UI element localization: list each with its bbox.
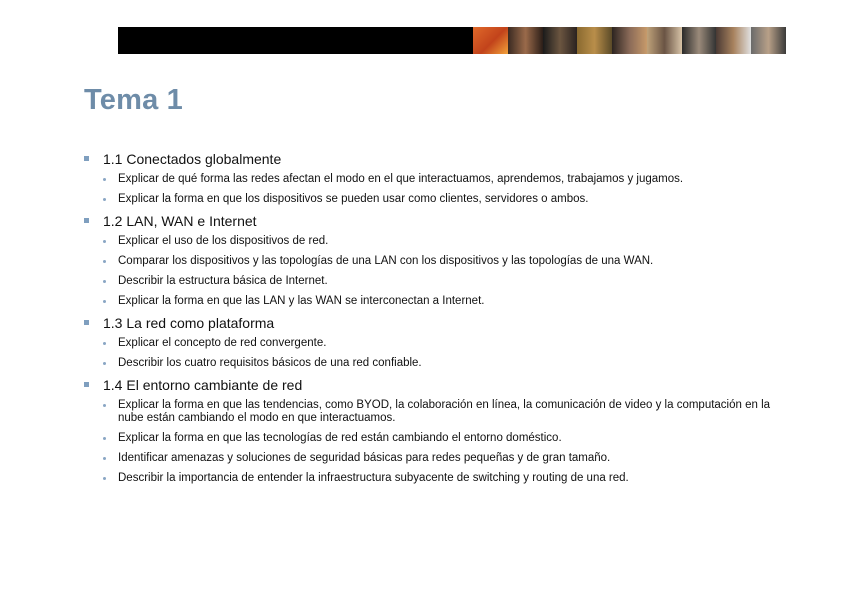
section-items — [84, 399, 784, 485]
banner-photo — [716, 27, 751, 54]
section-items — [84, 173, 784, 206]
banner-photo — [647, 27, 682, 54]
outline-section — [84, 377, 784, 485]
photo-strip-image — [473, 27, 786, 54]
dot-bullet-icon — [103, 198, 106, 201]
list-item: Describir la importancia de entender la infraestructura subyacente de switching y routing de una red. — [103, 472, 784, 485]
dot-bullet-icon — [103, 300, 106, 303]
square-bullet-icon — [84, 320, 89, 325]
dot-bullet-icon — [103, 178, 106, 181]
dot-bullet-icon — [103, 362, 106, 365]
dot-bullet-icon — [103, 342, 106, 345]
list-item: Explicar la forma en que las tecnologías de red están cambiando el entorno doméstico. — [103, 432, 784, 445]
square-bullet-icon — [84, 218, 89, 223]
list-item: Explicar de qué forma las redes afectan el modo en el que interactuamos, aprendemos, trabajamos y jugamos. — [103, 173, 784, 186]
banner-photo — [682, 27, 717, 54]
outline-section — [84, 213, 784, 308]
topic-outline — [84, 151, 784, 492]
dot-bullet-icon — [103, 280, 106, 283]
banner-photo — [473, 27, 508, 54]
list-item: Explicar la forma en que las LAN y las WAN se interconectan a Internet. — [103, 295, 784, 308]
list-item: Describir los cuatro requisitos básicos de una red confiable. — [103, 357, 784, 370]
outline-section — [84, 151, 784, 206]
list-item: Explicar el uso de los dispositivos de red. — [103, 235, 784, 248]
section-heading: 1.1 Conectados globalmente — [103, 151, 282, 167]
list-item: Identificar amenazas y soluciones de seguridad básicas para redes pequeñas y de gran tamaño. — [103, 452, 784, 465]
list-item: Comparar los dispositivos y las topologías de una LAN con los dispositivos y las topologías de una WAN. — [103, 255, 784, 268]
square-bullet-icon — [84, 156, 89, 161]
banner-photo — [751, 27, 786, 54]
section-heading: 1.3 La red como plataforma — [103, 315, 275, 331]
dot-bullet-icon — [103, 260, 106, 263]
list-item: Explicar la forma en que las tendencias, como BYOD, la colaboración en línea, la comunicación de video y la computación en la nube están cambiando el modo en que interactuamos. — [103, 399, 784, 425]
banner-photo — [577, 27, 612, 54]
banner-photo — [543, 27, 578, 54]
slide-title: Tema 1 — [84, 84, 183, 116]
list-item: Describir la estructura básica de Internet. — [103, 275, 784, 288]
list-item: Explicar el concepto de red convergente. — [103, 337, 784, 350]
banner-photo — [612, 27, 647, 54]
section-heading: 1.2 LAN, WAN e Internet — [103, 213, 257, 229]
section-items — [84, 235, 784, 308]
section-items — [84, 337, 784, 370]
dot-bullet-icon — [103, 404, 106, 407]
square-bullet-icon — [84, 382, 89, 387]
dot-bullet-icon — [103, 240, 106, 243]
section-heading: 1.4 El entorno cambiante de red — [103, 377, 303, 393]
dot-bullet-icon — [103, 437, 106, 440]
dot-bullet-icon — [103, 457, 106, 460]
header-banner — [118, 27, 786, 54]
banner-photo — [508, 27, 543, 54]
list-item: Explicar la forma en que los dispositivos se pueden usar como clientes, servidores o ambos. — [103, 193, 784, 206]
outline-section — [84, 315, 784, 370]
dot-bullet-icon — [103, 477, 106, 480]
